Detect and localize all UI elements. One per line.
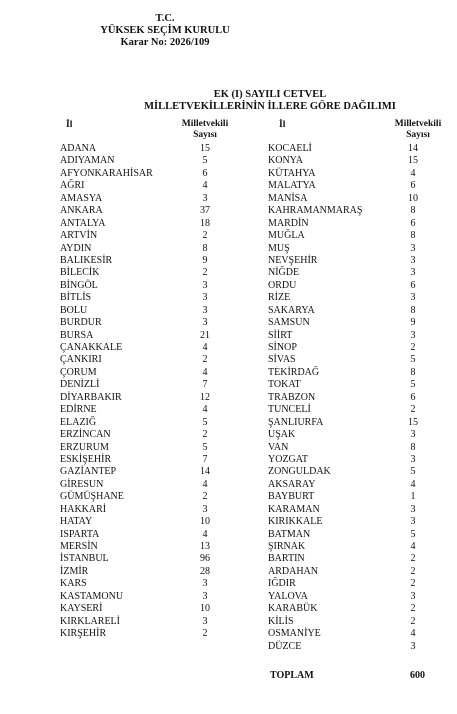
table-row bbox=[60, 205, 220, 217]
province-name: KARAMAN bbox=[268, 503, 320, 515]
table-row bbox=[60, 417, 220, 429]
province-name: BİNGÖL bbox=[60, 279, 98, 291]
total-value: 600 bbox=[410, 670, 425, 681]
province-name: KİLİS bbox=[268, 615, 294, 627]
province-name: MUŞ bbox=[268, 242, 290, 254]
seat-count: 2 bbox=[202, 429, 208, 441]
table-row bbox=[268, 255, 428, 267]
seat-count: 3 bbox=[202, 292, 208, 304]
province-name: KOCAELİ bbox=[268, 143, 312, 154]
seat-count: 8 bbox=[410, 366, 416, 378]
table-row bbox=[60, 292, 220, 304]
seat-count: 3 bbox=[202, 304, 208, 316]
province-name: RİZE bbox=[268, 292, 291, 304]
table-row bbox=[60, 392, 220, 404]
province-name: ANTALYA bbox=[60, 217, 106, 229]
province-name: ÇORUM bbox=[60, 366, 97, 378]
seat-count: 10 bbox=[408, 192, 418, 204]
seat-count: 8 bbox=[410, 205, 416, 217]
seat-count: 3 bbox=[410, 453, 416, 465]
seat-count: 3 bbox=[410, 254, 416, 266]
table-row bbox=[60, 504, 220, 516]
table-row bbox=[60, 330, 220, 342]
table-row bbox=[268, 155, 428, 167]
seat-count: 18 bbox=[200, 217, 210, 229]
province-name: TEKİRDAĞ bbox=[268, 366, 320, 378]
seat-count: 4 bbox=[410, 478, 416, 490]
province-name: ERZİNCAN bbox=[60, 429, 111, 441]
seat-count: 3 bbox=[202, 192, 208, 204]
province-name: SAMSUN bbox=[268, 317, 310, 329]
seat-count: 4 bbox=[202, 342, 208, 353]
province-name: AĞRI bbox=[60, 180, 85, 192]
province-name: DENİZLİ bbox=[60, 379, 100, 391]
province-name: AFYONKARAHİSAR bbox=[60, 167, 153, 179]
table-row bbox=[268, 168, 428, 180]
table-row bbox=[60, 317, 220, 329]
province-name: KONYA bbox=[268, 155, 303, 167]
province-name: GİRESUN bbox=[60, 478, 104, 490]
province-name: NİĞDE bbox=[268, 267, 300, 279]
table-row bbox=[60, 479, 220, 491]
seat-count: 5 bbox=[410, 466, 416, 478]
table-row bbox=[60, 591, 220, 603]
province-name: AYDIN bbox=[60, 242, 92, 254]
table-row bbox=[268, 180, 428, 192]
seat-count: 10 bbox=[200, 516, 210, 528]
seat-count: 2 bbox=[202, 354, 208, 366]
seat-count: 5 bbox=[202, 441, 208, 453]
province-name: BALIKESİR bbox=[60, 254, 113, 266]
province-name: MALATYA bbox=[268, 180, 316, 192]
province-name: ORDU bbox=[268, 279, 297, 291]
table-row bbox=[60, 342, 220, 354]
table-row bbox=[268, 454, 428, 466]
province-name: SAKARYA bbox=[268, 304, 315, 316]
table-row bbox=[60, 267, 220, 279]
province-name: TUNCELİ bbox=[268, 404, 311, 416]
right-province-header: İl bbox=[279, 120, 286, 130]
province-name: DÜZCE bbox=[268, 640, 302, 652]
province-name: BOLU bbox=[60, 304, 88, 316]
table-row bbox=[268, 143, 428, 155]
seat-count: 3 bbox=[202, 279, 208, 291]
right-seats-header-line2: Sayısı bbox=[406, 130, 430, 140]
table-row bbox=[60, 466, 220, 478]
province-name: KAYSERİ bbox=[60, 603, 103, 615]
left-province-table bbox=[60, 143, 220, 641]
table-row bbox=[268, 504, 428, 516]
province-name: NEVŞEHİR bbox=[268, 254, 318, 266]
seat-count: 4 bbox=[202, 528, 208, 540]
table-row bbox=[60, 280, 220, 292]
province-name: OSMANİYE bbox=[268, 628, 321, 640]
seat-count: 8 bbox=[410, 441, 416, 453]
province-name: ŞANLIURFA bbox=[268, 416, 324, 428]
table-row bbox=[268, 367, 428, 379]
seat-count: 2 bbox=[202, 491, 208, 503]
table-row bbox=[268, 591, 428, 603]
province-name: ADANA bbox=[60, 143, 97, 154]
table-row bbox=[60, 379, 220, 391]
table-row bbox=[268, 491, 428, 503]
table-row bbox=[268, 193, 428, 205]
seat-count: 2 bbox=[410, 404, 416, 416]
seat-count: 9 bbox=[202, 254, 208, 266]
table-row bbox=[268, 305, 428, 317]
seat-count: 5 bbox=[410, 379, 416, 391]
seat-count: 3 bbox=[202, 503, 208, 515]
province-name: KIRŞEHİR bbox=[60, 628, 107, 640]
table-row bbox=[60, 168, 220, 180]
seat-count: 3 bbox=[202, 615, 208, 627]
province-name: MANİSA bbox=[268, 192, 308, 204]
province-name: BURDUR bbox=[60, 317, 102, 329]
seat-count: 2 bbox=[202, 628, 208, 640]
province-name: BİTLİS bbox=[60, 292, 92, 304]
seat-count: 2 bbox=[410, 578, 416, 590]
table-row bbox=[60, 566, 220, 578]
seat-count: 10 bbox=[200, 603, 210, 615]
seat-count: 4 bbox=[202, 478, 208, 490]
table-row bbox=[60, 516, 220, 528]
caption-title: EK (I) SAYILI CETVEL bbox=[213, 89, 327, 100]
table-row bbox=[60, 442, 220, 454]
header-decision-number: Karar No: 2026/109 bbox=[120, 37, 210, 48]
seat-count: 4 bbox=[410, 541, 416, 552]
seat-count: 5 bbox=[202, 416, 208, 428]
province-name: SİİRT bbox=[268, 329, 293, 341]
seat-count: 3 bbox=[410, 267, 416, 279]
table-row bbox=[60, 367, 220, 379]
seat-count: 9 bbox=[410, 317, 416, 329]
table-row bbox=[268, 553, 428, 565]
left-province-header: İl bbox=[66, 120, 73, 130]
province-name: ARDAHAN bbox=[268, 565, 318, 577]
seat-count: 12 bbox=[200, 391, 210, 403]
seat-count: 4 bbox=[410, 167, 416, 179]
seat-count: 13 bbox=[200, 541, 210, 552]
seat-count: 2 bbox=[202, 230, 208, 242]
table-row bbox=[268, 379, 428, 391]
table-row bbox=[268, 516, 428, 528]
province-name: BATMAN bbox=[268, 528, 311, 540]
table-row bbox=[268, 205, 428, 217]
seat-count: 7 bbox=[202, 453, 208, 465]
table-row bbox=[60, 429, 220, 441]
table-row bbox=[268, 529, 428, 541]
province-name: DİYARBAKIR bbox=[60, 391, 122, 403]
province-name: BARTIN bbox=[268, 553, 305, 565]
table-row bbox=[60, 603, 220, 615]
seat-count: 4 bbox=[202, 404, 208, 416]
province-name: KAHRAMANMARAŞ bbox=[268, 205, 363, 217]
province-name: SİNOP bbox=[268, 342, 297, 353]
province-name: EDİRNE bbox=[60, 404, 97, 416]
table-row bbox=[268, 417, 428, 429]
seat-count: 3 bbox=[202, 590, 208, 602]
seat-count: 2 bbox=[202, 267, 208, 279]
province-name: HAKKARİ bbox=[60, 503, 107, 515]
province-name: KARABÜK bbox=[268, 603, 318, 615]
seat-count: 6 bbox=[410, 180, 416, 192]
seat-count: 3 bbox=[410, 590, 416, 602]
province-name: AMASYA bbox=[60, 192, 103, 204]
table-row bbox=[60, 541, 220, 553]
province-name: MERSİN bbox=[60, 541, 98, 552]
seat-count: 3 bbox=[202, 578, 208, 590]
seat-count: 5 bbox=[202, 155, 208, 167]
seat-count: 3 bbox=[410, 429, 416, 441]
province-name: ZONGULDAK bbox=[268, 466, 331, 478]
seat-count: 21 bbox=[200, 329, 210, 341]
province-name: MUĞLA bbox=[268, 230, 305, 242]
province-name: VAN bbox=[268, 441, 289, 453]
table-row bbox=[268, 541, 428, 553]
table-row bbox=[268, 330, 428, 342]
seat-count: 3 bbox=[410, 329, 416, 341]
total-label: TOPLAM bbox=[270, 670, 314, 681]
province-name: GÜMÜŞHANE bbox=[60, 491, 124, 503]
seat-count: 3 bbox=[410, 640, 416, 652]
seat-count: 3 bbox=[410, 516, 416, 528]
table-row bbox=[268, 404, 428, 416]
province-name: KARS bbox=[60, 578, 87, 590]
province-name: TOKAT bbox=[268, 379, 301, 391]
table-row bbox=[268, 230, 428, 242]
left-seats-header-line1: Milletvekili bbox=[181, 119, 229, 129]
seat-count: 2 bbox=[410, 603, 416, 615]
seat-count: 6 bbox=[410, 391, 416, 403]
seat-count: 15 bbox=[200, 143, 210, 154]
seat-count: 6 bbox=[410, 217, 416, 229]
seat-count: 4 bbox=[202, 366, 208, 378]
seat-count: 4 bbox=[202, 180, 208, 192]
seat-count: 3 bbox=[410, 503, 416, 515]
table-row bbox=[268, 603, 428, 615]
table-row bbox=[60, 578, 220, 590]
table-row bbox=[268, 342, 428, 354]
table-row bbox=[268, 628, 428, 640]
province-name: BAYBURT bbox=[268, 491, 315, 503]
table-row bbox=[60, 454, 220, 466]
province-name: ADIYAMAN bbox=[60, 155, 115, 167]
province-name: KIRKLARELİ bbox=[60, 615, 120, 627]
table-row bbox=[268, 243, 428, 255]
province-name: ARTVİN bbox=[60, 230, 98, 242]
seat-count: 3 bbox=[410, 242, 416, 254]
table-row bbox=[268, 641, 428, 653]
right-seats-header-line1: Milletvekili bbox=[394, 119, 442, 129]
seat-count: 8 bbox=[410, 304, 416, 316]
table-row bbox=[268, 566, 428, 578]
table-row bbox=[268, 442, 428, 454]
province-name: MARDİN bbox=[268, 217, 309, 229]
table-row bbox=[268, 578, 428, 590]
table-row bbox=[60, 305, 220, 317]
table-row bbox=[60, 230, 220, 242]
province-name: YOZGAT bbox=[268, 453, 308, 465]
table-row bbox=[60, 255, 220, 267]
province-name: YALOVA bbox=[268, 590, 308, 602]
province-name: ANKARA bbox=[60, 205, 103, 217]
seat-count: 1 bbox=[410, 491, 416, 503]
seat-count: 8 bbox=[410, 230, 416, 242]
table-row bbox=[268, 479, 428, 491]
table-row bbox=[268, 267, 428, 279]
table-row bbox=[268, 218, 428, 230]
province-name: İSTANBUL bbox=[60, 553, 109, 565]
province-name: BİLECİK bbox=[60, 267, 100, 279]
province-name: HATAY bbox=[60, 516, 93, 528]
province-name: AKSARAY bbox=[268, 478, 316, 490]
seat-count: 2 bbox=[410, 553, 416, 565]
table-row bbox=[60, 529, 220, 541]
province-name: ŞIRNAK bbox=[268, 541, 306, 552]
table-row bbox=[268, 292, 428, 304]
seat-count: 3 bbox=[202, 317, 208, 329]
table-row bbox=[60, 616, 220, 628]
province-name: ESKİŞEHİR bbox=[60, 453, 112, 465]
table-row bbox=[60, 155, 220, 167]
seat-count: 7 bbox=[202, 379, 208, 391]
table-row bbox=[268, 354, 428, 366]
province-name: ERZURUM bbox=[60, 441, 109, 453]
table-row bbox=[268, 616, 428, 628]
seat-count: 15 bbox=[408, 416, 418, 428]
province-name: UŞAK bbox=[268, 429, 296, 441]
table-row bbox=[60, 143, 220, 155]
seat-count: 2 bbox=[410, 342, 416, 353]
table-row bbox=[60, 491, 220, 503]
seat-count: 28 bbox=[200, 565, 210, 577]
right-seats-header bbox=[383, 119, 453, 141]
table-row bbox=[268, 317, 428, 329]
left-seats-header-line2: Sayısı bbox=[193, 130, 217, 140]
caption-subtitle: MİLLETVEKİLLERİNİN İLLERE GÖRE DAĞILIMI bbox=[144, 101, 396, 112]
province-name: ELAZIĞ bbox=[60, 416, 97, 428]
table-row bbox=[268, 280, 428, 292]
province-name: İZMİR bbox=[60, 565, 89, 577]
province-name: ÇANAKKALE bbox=[60, 342, 123, 353]
seat-count: 4 bbox=[410, 628, 416, 640]
seat-count: 14 bbox=[408, 143, 418, 154]
seat-count: 14 bbox=[200, 466, 210, 478]
table-row bbox=[268, 466, 428, 478]
seat-count: 5 bbox=[410, 528, 416, 540]
seat-count: 6 bbox=[410, 279, 416, 291]
province-name: IĞDIR bbox=[268, 578, 296, 590]
right-province-table bbox=[268, 143, 428, 653]
seat-count: 37 bbox=[200, 205, 210, 217]
province-name: KIRIKKALE bbox=[268, 516, 323, 528]
table-row bbox=[60, 628, 220, 640]
province-name: GAZİANTEP bbox=[60, 466, 117, 478]
table-row bbox=[60, 404, 220, 416]
province-name: TRABZON bbox=[268, 391, 316, 403]
province-name: ÇANKIRI bbox=[60, 354, 102, 366]
table-row bbox=[60, 180, 220, 192]
seat-count: 5 bbox=[410, 354, 416, 366]
seat-count: 3 bbox=[410, 292, 416, 304]
table-row bbox=[60, 354, 220, 366]
table-row bbox=[60, 193, 220, 205]
table-row bbox=[268, 429, 428, 441]
table-row bbox=[60, 243, 220, 255]
province-name: KASTAMONU bbox=[60, 590, 124, 602]
province-name: BURSA bbox=[60, 329, 94, 341]
header-tc: T.C. bbox=[155, 13, 175, 24]
seat-count: 2 bbox=[410, 615, 416, 627]
left-seats-header bbox=[170, 119, 240, 141]
province-name: ISPARTA bbox=[60, 528, 100, 540]
seat-count: 15 bbox=[408, 155, 418, 167]
province-name: KÜTAHYA bbox=[268, 167, 316, 179]
table-row bbox=[268, 392, 428, 404]
seat-count: 2 bbox=[410, 565, 416, 577]
seat-count: 8 bbox=[202, 242, 208, 254]
table-row bbox=[60, 218, 220, 230]
province-name: SİVAS bbox=[268, 354, 296, 366]
seat-count: 6 bbox=[202, 167, 208, 179]
table-row bbox=[60, 553, 220, 565]
header-institution: YÜKSEK SEÇİM KURULU bbox=[100, 25, 230, 36]
seat-count: 96 bbox=[200, 553, 210, 565]
